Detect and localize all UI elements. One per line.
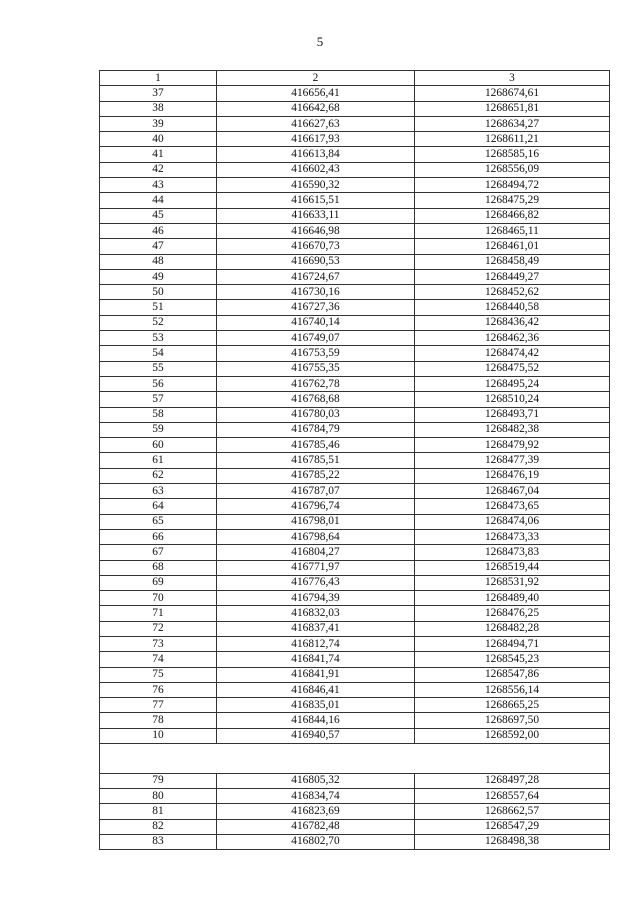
y-coordinate-cell: 1268473,33 bbox=[415, 529, 610, 544]
point-number-cell: 57 bbox=[100, 392, 217, 407]
point-number-cell: 83 bbox=[100, 834, 217, 849]
x-coordinate-cell: 416804,27 bbox=[217, 545, 415, 560]
point-number-cell: 10 bbox=[100, 728, 217, 743]
point-number-cell: 66 bbox=[100, 529, 217, 544]
table-body-after-gap bbox=[100, 773, 610, 849]
y-coordinate-cell: 1268479,92 bbox=[415, 438, 610, 453]
x-coordinate-cell: 416844,16 bbox=[217, 713, 415, 728]
y-coordinate-cell: 1268476,25 bbox=[415, 606, 610, 621]
point-number-cell: 79 bbox=[100, 773, 217, 788]
x-coordinate-cell: 416785,46 bbox=[217, 438, 415, 453]
point-number-cell: 69 bbox=[100, 575, 217, 590]
y-coordinate-cell: 1268556,09 bbox=[415, 162, 610, 177]
point-number-cell: 64 bbox=[100, 499, 217, 514]
x-coordinate-cell: 416846,41 bbox=[217, 682, 415, 697]
blank-row bbox=[100, 744, 610, 759]
x-coordinate-cell: 416730,16 bbox=[217, 285, 415, 300]
point-number-cell: 47 bbox=[100, 239, 217, 254]
table-row bbox=[100, 698, 610, 713]
table-header-row bbox=[100, 71, 610, 86]
table-row bbox=[100, 514, 610, 529]
y-coordinate-cell: 1268497,28 bbox=[415, 773, 610, 788]
y-coordinate-cell: 1268494,71 bbox=[415, 636, 610, 651]
point-number-cell: 67 bbox=[100, 545, 217, 560]
point-number-cell: 78 bbox=[100, 713, 217, 728]
point-number-cell: 82 bbox=[100, 819, 217, 834]
y-coordinate-cell: 1268651,81 bbox=[415, 101, 610, 116]
point-number-cell: 52 bbox=[100, 315, 217, 330]
table-row bbox=[100, 361, 610, 376]
x-coordinate-cell: 416787,07 bbox=[217, 484, 415, 499]
point-number-cell: 74 bbox=[100, 652, 217, 667]
table-row bbox=[100, 285, 610, 300]
y-coordinate-cell: 1268592,00 bbox=[415, 728, 610, 743]
table-row bbox=[100, 621, 610, 636]
point-number-cell: 44 bbox=[100, 193, 217, 208]
point-number-cell: 59 bbox=[100, 422, 217, 437]
point-number-cell: 40 bbox=[100, 132, 217, 147]
point-number-cell: 43 bbox=[100, 178, 217, 193]
x-coordinate-cell: 416753,59 bbox=[217, 346, 415, 361]
table-row bbox=[100, 208, 610, 223]
y-coordinate-cell: 1268494,72 bbox=[415, 178, 610, 193]
y-coordinate-cell: 1268531,92 bbox=[415, 575, 610, 590]
x-coordinate-cell: 416727,36 bbox=[217, 300, 415, 315]
x-coordinate-cell: 416590,32 bbox=[217, 178, 415, 193]
point-number-cell: 49 bbox=[100, 269, 217, 284]
table-row bbox=[100, 438, 610, 453]
y-coordinate-cell: 1268466,82 bbox=[415, 208, 610, 223]
x-coordinate-cell: 416656,41 bbox=[217, 86, 415, 101]
table-row bbox=[100, 392, 610, 407]
y-coordinate-cell: 1268473,65 bbox=[415, 499, 610, 514]
x-coordinate-cell: 416602,43 bbox=[217, 162, 415, 177]
x-coordinate-cell: 416615,51 bbox=[217, 193, 415, 208]
y-coordinate-cell: 1268547,86 bbox=[415, 667, 610, 682]
x-coordinate-cell: 416841,91 bbox=[217, 667, 415, 682]
y-coordinate-cell: 1268449,27 bbox=[415, 269, 610, 284]
table-row bbox=[100, 86, 610, 101]
table-body bbox=[100, 86, 610, 744]
x-coordinate-cell: 416724,67 bbox=[217, 269, 415, 284]
table-gap bbox=[100, 744, 610, 774]
x-coordinate-cell: 416762,78 bbox=[217, 376, 415, 391]
point-number-cell: 48 bbox=[100, 254, 217, 269]
y-coordinate-cell: 1268634,27 bbox=[415, 116, 610, 131]
table-row bbox=[100, 819, 610, 834]
y-coordinate-cell: 1268474,42 bbox=[415, 346, 610, 361]
table-row bbox=[100, 269, 610, 284]
y-coordinate-cell: 1268473,83 bbox=[415, 545, 610, 560]
column-header-3: 3 bbox=[415, 71, 610, 86]
point-number-cell: 60 bbox=[100, 438, 217, 453]
x-coordinate-cell: 416837,41 bbox=[217, 621, 415, 636]
table-row bbox=[100, 575, 610, 590]
x-coordinate-cell: 416782,48 bbox=[217, 819, 415, 834]
table-row bbox=[100, 788, 610, 803]
page-number: 5 bbox=[316, 34, 324, 49]
y-coordinate-cell: 1268458,49 bbox=[415, 254, 610, 269]
table-row bbox=[100, 101, 610, 116]
x-coordinate-cell: 416805,32 bbox=[217, 773, 415, 788]
point-number-cell: 39 bbox=[100, 116, 217, 131]
y-coordinate-cell: 1268482,38 bbox=[415, 422, 610, 437]
x-coordinate-cell: 416617,93 bbox=[217, 132, 415, 147]
point-number-cell: 55 bbox=[100, 361, 217, 376]
y-coordinate-cell: 1268556,14 bbox=[415, 682, 610, 697]
table-row bbox=[100, 178, 610, 193]
table-row bbox=[100, 773, 610, 788]
x-coordinate-cell: 416633,11 bbox=[217, 208, 415, 223]
y-coordinate-cell: 1268489,40 bbox=[415, 591, 610, 606]
x-coordinate-cell: 416841,74 bbox=[217, 652, 415, 667]
x-coordinate-cell: 416784,79 bbox=[217, 422, 415, 437]
point-number-cell: 41 bbox=[100, 147, 217, 162]
table-row bbox=[100, 834, 610, 849]
table-row bbox=[100, 529, 610, 544]
x-coordinate-cell: 416768,68 bbox=[217, 392, 415, 407]
x-coordinate-cell: 416776,43 bbox=[217, 575, 415, 590]
point-number-cell: 51 bbox=[100, 300, 217, 315]
y-coordinate-cell: 1268697,50 bbox=[415, 713, 610, 728]
table-row bbox=[100, 116, 610, 131]
point-number-cell: 72 bbox=[100, 621, 217, 636]
y-coordinate-cell: 1268475,52 bbox=[415, 361, 610, 376]
x-coordinate-cell: 416835,01 bbox=[217, 698, 415, 713]
table-row bbox=[100, 331, 610, 346]
table-row bbox=[100, 545, 610, 560]
table-row bbox=[100, 223, 610, 238]
x-coordinate-cell: 416798,64 bbox=[217, 529, 415, 544]
x-coordinate-cell: 416613,84 bbox=[217, 147, 415, 162]
point-number-cell: 68 bbox=[100, 560, 217, 575]
y-coordinate-cell: 1268557,64 bbox=[415, 788, 610, 803]
y-coordinate-cell: 1268662,57 bbox=[415, 804, 610, 819]
point-number-cell: 62 bbox=[100, 468, 217, 483]
y-coordinate-cell: 1268665,25 bbox=[415, 698, 610, 713]
x-coordinate-cell: 416798,01 bbox=[217, 514, 415, 529]
point-number-cell: 75 bbox=[100, 667, 217, 682]
point-number-cell: 73 bbox=[100, 636, 217, 651]
table-row bbox=[100, 162, 610, 177]
table-row bbox=[100, 591, 610, 606]
y-coordinate-cell: 1268440,58 bbox=[415, 300, 610, 315]
table-row bbox=[100, 147, 610, 162]
point-number-cell: 46 bbox=[100, 223, 217, 238]
y-coordinate-cell: 1268474,06 bbox=[415, 514, 610, 529]
x-coordinate-cell: 416785,22 bbox=[217, 468, 415, 483]
point-number-cell: 70 bbox=[100, 591, 217, 606]
point-number-cell: 81 bbox=[100, 804, 217, 819]
y-coordinate-cell: 1268462,36 bbox=[415, 331, 610, 346]
table-row bbox=[100, 728, 610, 743]
y-coordinate-cell: 1268585,16 bbox=[415, 147, 610, 162]
x-coordinate-cell: 416802,70 bbox=[217, 834, 415, 849]
table-row bbox=[100, 376, 610, 391]
x-coordinate-cell: 416749,07 bbox=[217, 331, 415, 346]
y-coordinate-cell: 1268495,24 bbox=[415, 376, 610, 391]
point-number-cell: 50 bbox=[100, 285, 217, 300]
x-coordinate-cell: 416785,51 bbox=[217, 453, 415, 468]
x-coordinate-cell: 416812,74 bbox=[217, 636, 415, 651]
point-number-cell: 45 bbox=[100, 208, 217, 223]
x-coordinate-cell: 416771,97 bbox=[217, 560, 415, 575]
point-number-cell: 42 bbox=[100, 162, 217, 177]
x-coordinate-cell: 416670,73 bbox=[217, 239, 415, 254]
table-row bbox=[100, 254, 610, 269]
y-coordinate-cell: 1268611,21 bbox=[415, 132, 610, 147]
table-row bbox=[100, 132, 610, 147]
x-coordinate-cell: 416794,39 bbox=[217, 591, 415, 606]
y-coordinate-cell: 1268461,01 bbox=[415, 239, 610, 254]
table-row bbox=[100, 804, 610, 819]
point-number-cell: 53 bbox=[100, 331, 217, 346]
point-number-cell: 56 bbox=[100, 376, 217, 391]
y-coordinate-cell: 1268545,23 bbox=[415, 652, 610, 667]
point-number-cell: 76 bbox=[100, 682, 217, 697]
point-number-cell: 54 bbox=[100, 346, 217, 361]
point-number-cell: 80 bbox=[100, 788, 217, 803]
x-coordinate-cell: 416834,74 bbox=[217, 788, 415, 803]
y-coordinate-cell: 1268519,44 bbox=[415, 560, 610, 575]
table-row bbox=[100, 682, 610, 697]
x-coordinate-cell: 416796,74 bbox=[217, 499, 415, 514]
table-row bbox=[100, 315, 610, 330]
table-row bbox=[100, 652, 610, 667]
table-row bbox=[100, 560, 610, 575]
x-coordinate-cell: 416780,03 bbox=[217, 407, 415, 422]
x-coordinate-cell: 416755,35 bbox=[217, 361, 415, 376]
column-header-1: 1 bbox=[100, 71, 217, 86]
y-coordinate-cell: 1268475,29 bbox=[415, 193, 610, 208]
x-coordinate-cell: 416646,98 bbox=[217, 223, 415, 238]
point-number-cell: 37 bbox=[100, 86, 217, 101]
y-coordinate-cell: 1268467,04 bbox=[415, 484, 610, 499]
point-number-cell: 77 bbox=[100, 698, 217, 713]
table-row bbox=[100, 407, 610, 422]
y-coordinate-cell: 1268674,61 bbox=[415, 86, 610, 101]
y-coordinate-cell: 1268452,62 bbox=[415, 285, 610, 300]
table-row bbox=[100, 713, 610, 728]
point-number-cell: 61 bbox=[100, 453, 217, 468]
table-row bbox=[100, 346, 610, 361]
table-row bbox=[100, 484, 610, 499]
x-coordinate-cell: 416823,69 bbox=[217, 804, 415, 819]
y-coordinate-cell: 1268498,38 bbox=[415, 834, 610, 849]
table-row bbox=[100, 499, 610, 514]
table-row bbox=[100, 422, 610, 437]
coordinates-table bbox=[99, 70, 610, 850]
point-number-cell: 38 bbox=[100, 101, 217, 116]
y-coordinate-cell: 1268547,29 bbox=[415, 819, 610, 834]
x-coordinate-cell: 416690,53 bbox=[217, 254, 415, 269]
table-row bbox=[100, 468, 610, 483]
point-number-cell: 63 bbox=[100, 484, 217, 499]
blank-row bbox=[100, 758, 610, 773]
table-row bbox=[100, 667, 610, 682]
x-coordinate-cell: 416832,03 bbox=[217, 606, 415, 621]
column-header-2: 2 bbox=[217, 71, 415, 86]
table-row bbox=[100, 239, 610, 254]
x-coordinate-cell: 416627,63 bbox=[217, 116, 415, 131]
y-coordinate-cell: 1268477,39 bbox=[415, 453, 610, 468]
y-coordinate-cell: 1268436,42 bbox=[415, 315, 610, 330]
y-coordinate-cell: 1268476,19 bbox=[415, 468, 610, 483]
x-coordinate-cell: 416740,14 bbox=[217, 315, 415, 330]
point-number-cell: 65 bbox=[100, 514, 217, 529]
y-coordinate-cell: 1268510,24 bbox=[415, 392, 610, 407]
x-coordinate-cell: 416642,68 bbox=[217, 101, 415, 116]
x-coordinate-cell: 416940,57 bbox=[217, 728, 415, 743]
table-row bbox=[100, 453, 610, 468]
table-row bbox=[100, 606, 610, 621]
y-coordinate-cell: 1268493,71 bbox=[415, 407, 610, 422]
point-number-cell: 71 bbox=[100, 606, 217, 621]
table-row bbox=[100, 300, 610, 315]
point-number-cell: 58 bbox=[100, 407, 217, 422]
table-row bbox=[100, 636, 610, 651]
y-coordinate-cell: 1268465,11 bbox=[415, 223, 610, 238]
table-row bbox=[100, 193, 610, 208]
y-coordinate-cell: 1268482,28 bbox=[415, 621, 610, 636]
